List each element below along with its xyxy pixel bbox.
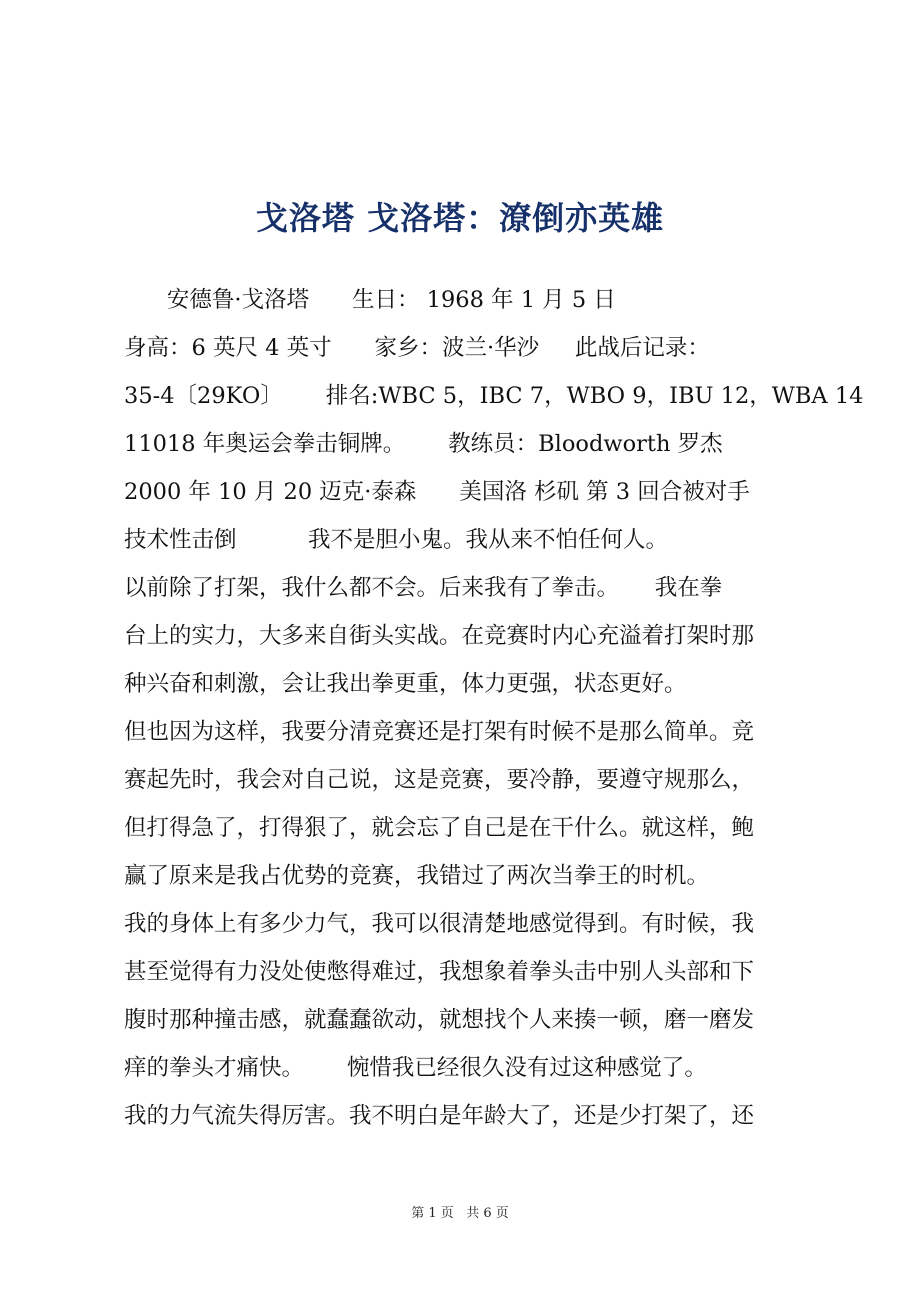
- text-line: 种兴奋和刺激，会让我出拳更重，体力更强，状态更好。: [124, 671, 687, 697]
- text-line: 技术性击倒 我不是胆小鬼。我从来不怕任何人。: [124, 527, 669, 553]
- document-title: 戈洛塔 戈洛塔：潦倒亦英雄: [255, 199, 665, 237]
- text-line: 腹时那种撞击感，就蠢蠢欲动，就想找个人来揍一顿，磨一磨发: [124, 1007, 755, 1033]
- text-line: 赢了原来是我占优势的竞赛，我错过了两次当拳王的时机。: [124, 863, 710, 889]
- text-line: 安德鲁·戈洛塔 生日： 1968 年 1 月 5 日: [124, 287, 616, 313]
- text-line: 我的身体上有多少力气，我可以很清楚地感觉得到。有时候，我: [124, 911, 755, 937]
- text-line: 台上的实力，大多来自街头实战。在竞赛时内心充溢着打架时那: [124, 623, 755, 649]
- text-line: 但也因为这样，我要分清竞赛还是打架有时候不是那么简单。竞: [124, 719, 755, 745]
- text-line: 身高：6 英尺 4 英寸 家乡：波兰·华沙 此战后记录：: [124, 335, 710, 361]
- document-body: [124, 276, 864, 1140]
- text-line: 以前除了打架，我什么都不会。后来我有了拳击。 我在拳: [124, 575, 723, 601]
- text-line: 但打得急了，打得狠了，就会忘了自己是在干什么。就这样，鲍: [124, 815, 755, 841]
- text-line: 痒的拳头才痛快。 惋惜我已经很久没有过这种感觉了。: [124, 1055, 707, 1081]
- text-line: 赛起先时，我会对自己说，这是竞赛，要冷静，要遵守规那么，: [124, 767, 755, 793]
- text-line: 甚至觉得有力没处使憋得难过，我想象着拳头击中别人头部和下: [124, 959, 755, 985]
- text-line: 35-4〔29KO〕 排名:WBC 5，IBC 7，WBO 9，IBU 12，WBA 14: [124, 383, 864, 409]
- text-line: 2000 年 10 月 20 迈克·泰森 美国洛 杉矶 第 3 回合被对手: [124, 479, 750, 505]
- page-footer: 第 1 页 共 6 页: [411, 1206, 509, 1221]
- text-line: 我的力气流失得厉害。我不明白是年龄大了，还是少打架了，还: [124, 1103, 755, 1129]
- text-line: 11018 年奥运会拳击铜牌。 教练员：Bloodworth 罗杰: [124, 431, 723, 457]
